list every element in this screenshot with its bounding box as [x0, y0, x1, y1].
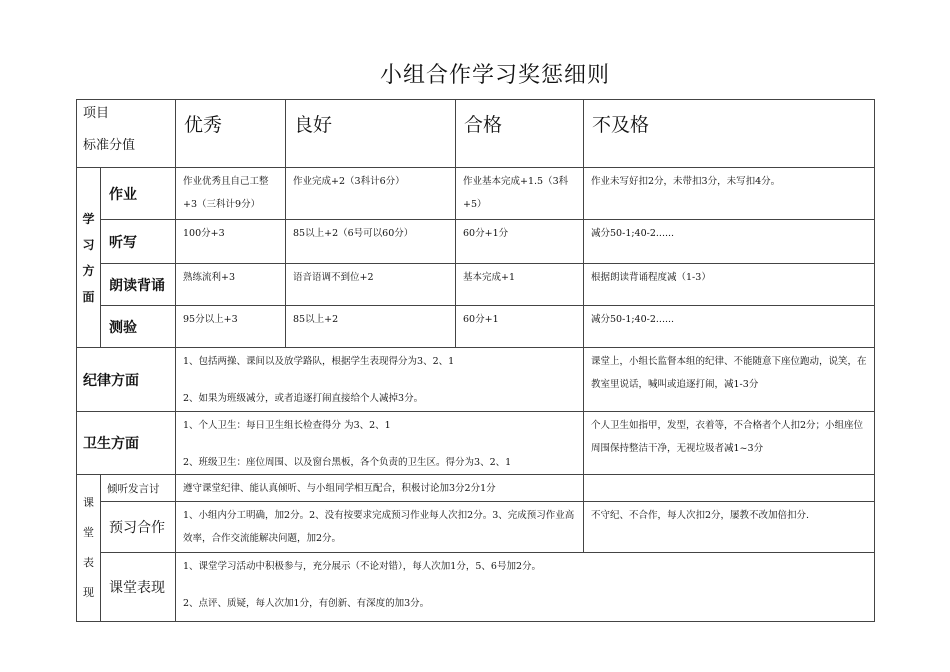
header-excellent: 优秀: [176, 100, 286, 168]
table-row: [77, 220, 875, 264]
listening-reward: 遵守课堂纪律、能认真倾听、与小组同学相互配合，积极讨论加3分2分1分: [176, 475, 584, 502]
row-label-reading: 朗读背诵: [101, 264, 176, 306]
row-label-hygiene: 卫生方面: [77, 412, 176, 475]
test-excellent: 95分以上+3: [176, 306, 286, 348]
test-fail: 减分50-1;40-2......: [584, 306, 875, 348]
table-row: [77, 412, 875, 475]
homework-pass: 作业基本完成+1.5（3科+5）: [456, 168, 584, 220]
classroom-group-label: 课 堂 表 现: [77, 475, 101, 622]
homework-good: 作业完成+2（3科计6分）: [286, 168, 456, 220]
dictation-good: 85以上+2（6号可以60分）: [286, 220, 456, 264]
page-title: 小组合作学习奖惩细则: [379, 63, 610, 88]
reading-excellent: 熟练流利+3: [176, 264, 286, 306]
row-label-homework: 作业: [101, 168, 176, 220]
homework-excellent: 作业优秀且自己工整+3（三科计9分）: [176, 168, 286, 220]
header-row: [77, 100, 875, 168]
row-label-dictation: 听写: [101, 220, 176, 264]
listening-penalty: [584, 475, 875, 502]
header-item-label: 项目: [83, 106, 110, 121]
table-row: [77, 306, 875, 348]
reading-good: 语音语调不到位+2: [286, 264, 456, 306]
header-fail: 不及格: [584, 100, 875, 168]
table-row: [77, 553, 875, 622]
reading-pass: 基本完成+1: [456, 264, 584, 306]
rules-table: [76, 99, 875, 622]
performance-reward: 1、课堂学习活动中积极参与，充分展示（不论对错），每人次加1分，5、6号加2分。 2、点评、质疑，每人次加1分，有创新、有深度的加3分。: [176, 553, 875, 622]
header-corner-cell: [77, 100, 176, 168]
header-score-label: 标准分值: [83, 138, 136, 153]
study-group-label: 学 习 方 面: [77, 168, 101, 348]
test-good: 85以上+2: [286, 306, 456, 348]
row-label-discipline: 纪律方面: [77, 348, 176, 412]
hygiene-reward: 1、个人卫生：每日卫生组长检查得分 为3、2、1 2、班级卫生：座位周围、以及窗台黑板，各个负责的卫生区。得分为3、2、1: [176, 412, 584, 475]
header-good: 良好: [286, 100, 456, 168]
table-row: [77, 475, 875, 502]
dictation-fail: 减分50-1;40-2......: [584, 220, 875, 264]
dictation-pass: 60分+1分: [456, 220, 584, 264]
row-label-preview: 预习合作: [101, 502, 176, 553]
row-label-listening: 倾听发言讨: [101, 475, 176, 502]
discipline-reward: 1、包括两操、课间以及放学路队，根据学生表现得分为3、2、1 2、如果为班级减分，或者追逐打闹直接给个人减掉3分。: [176, 348, 584, 412]
table-row: [77, 168, 875, 220]
row-label-test: 测验: [101, 306, 176, 348]
preview-penalty: 不守纪、不合作，每人次扣2分，屡教不改加倍扣分.: [584, 502, 875, 553]
homework-fail: 作业未写好扣2分，未带扣3分，未写扣4分。: [584, 168, 875, 220]
discipline-penalty: 课堂上，小组长监督本组的纪律、不能随意下座位跑动，说笑，在教室里说话，喊叫或追逐打闹，减1-3分: [584, 348, 875, 412]
table-row: [77, 264, 875, 306]
test-pass: 60分+1: [456, 306, 584, 348]
reading-fail: 根据朗读背诵程度减（1-3）: [584, 264, 875, 306]
dictation-excellent: 100分+3: [176, 220, 286, 264]
table-row: [77, 348, 875, 412]
row-label-performance: 课堂表现: [101, 553, 176, 622]
hygiene-penalty: 个人卫生如指甲，发型，衣着等，不合格者个人扣2分；小组座位周围保持整洁干净，无视垃圾者减1~3分: [584, 412, 875, 475]
preview-reward: 1、小组内分工明确，加2分。2、没有按要求完成预习作业每人次扣2分。3、完成预习作业高效率，合作交流能解决问题，加2分。: [176, 502, 584, 553]
header-pass: 合格: [456, 100, 584, 168]
table-row: [77, 502, 875, 553]
